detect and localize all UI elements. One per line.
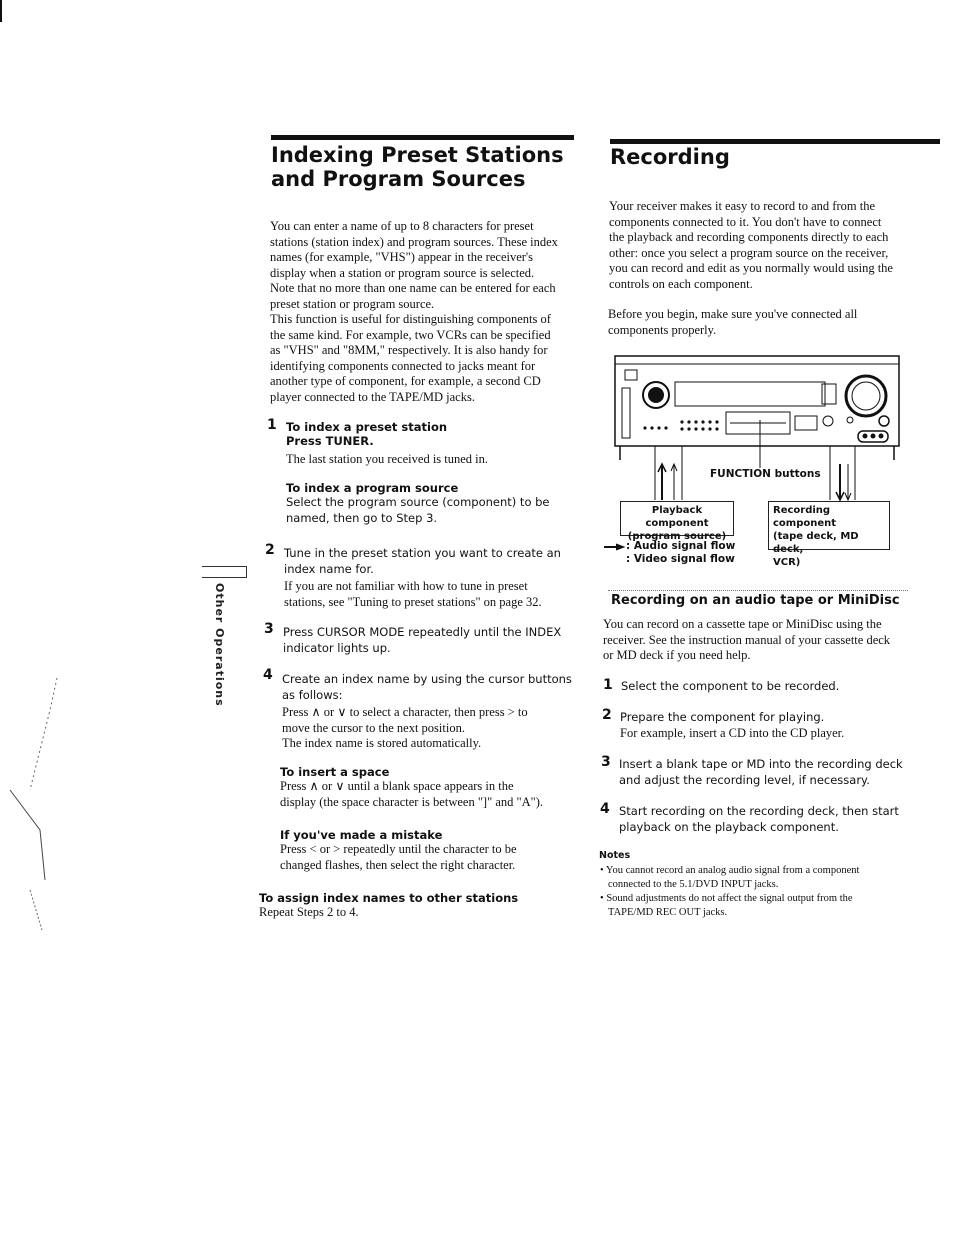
step-1-line2: Press TUNER.	[286, 434, 374, 448]
legend-arrows	[604, 544, 624, 555]
intro-line: components connected to it. You don't have to connect	[609, 214, 882, 229]
right-intro	[609, 199, 919, 292]
mistake-line2: changed flashes, then select the right character.	[280, 857, 516, 872]
intro-line: identifying components connected to jacks meant for	[270, 358, 536, 373]
note-2-line2: TAPE/MD REC OUT jacks.	[608, 907, 728, 918]
intro-line: controls on each component.	[609, 276, 753, 291]
intro-line: stations (station index) and program sources. These index	[270, 234, 558, 249]
intro-line: You can enter a name of up to 8 characters for preset	[270, 219, 534, 233]
rec-step-4-text1: Start recording on the recording deck, then start	[619, 804, 899, 818]
intro-line: another type of component, for example, a second CD	[270, 374, 541, 388]
assign-line1: Repeat Steps 2 to 4.	[259, 905, 359, 919]
section-intro-line: You can record on a cassette tape or MiniDisc using the	[603, 617, 882, 631]
intro-line: you can record and edit as you normally would using the	[609, 261, 893, 275]
left-heading-line2: and Program Sources	[271, 167, 526, 191]
rec-step-1-number: 1	[603, 677, 613, 693]
step-2	[284, 546, 584, 610]
insert-space-line1: Press ∧ or ∨ until a blank space appears in the	[280, 779, 514, 793]
intro-line: Note that no more than one name can be entered for each	[270, 281, 556, 295]
intro-line: the playback and recording components directly to each	[609, 230, 889, 244]
playback-line2: (program source)	[627, 531, 727, 542]
section-intro-line: or MD deck if you need help.	[603, 648, 751, 662]
step-4-line1: Press ∧ or ∨ to select a character, then press > to	[282, 705, 528, 719]
step-3-title1: Press CURSOR MODE repeatedly until the INDEX	[283, 625, 562, 639]
recording-component-box	[768, 501, 890, 568]
step-4-number: 4	[263, 667, 273, 683]
note-item	[600, 864, 900, 892]
step-3-number: 3	[264, 621, 274, 637]
note-2-line1: • Sound adjustments do not affect the signal output from the	[600, 893, 853, 904]
intro-line: the same kind. For example, two VCRs can be specified	[270, 327, 551, 342]
rec-step-4-text2: playback on the playback component.	[619, 819, 839, 834]
notes-list	[600, 864, 900, 920]
intro-line: preset station or program source.	[270, 296, 435, 311]
receiver-front-panel	[615, 356, 899, 460]
intro-line: This function is useful for distinguishing components of	[270, 312, 551, 326]
step-1-sub-line2: named, then go to Step 3.	[286, 510, 438, 525]
step-1-title: To index a preset station	[286, 420, 448, 434]
mistake-title: If you've made a mistake	[280, 828, 443, 842]
step-4	[282, 672, 582, 752]
intro-line: other: once you select a program source on the receiver,	[609, 245, 889, 260]
step-2-title2: index name for.	[284, 561, 374, 576]
mistake-section	[280, 828, 580, 873]
step-4-line2: move the cursor to the next position.	[282, 720, 465, 735]
recording-line2: (tape deck, MD deck,	[773, 531, 859, 555]
mistake-line1: Press < or > repeatedly until the character to be	[280, 842, 517, 856]
step-2-note2: stations, see "Tuning to preset stations" on page 32.	[284, 594, 542, 609]
insert-space-title: To insert a space	[280, 765, 390, 779]
rec-step-4-number: 4	[600, 801, 610, 817]
step-1-sub-line1: Select the program source (component) to be	[286, 495, 550, 509]
left-heading	[271, 143, 581, 191]
step-1-number: 1	[267, 417, 277, 433]
step-4-title2: as follows:	[282, 687, 343, 702]
side-tab-label: Other Operations	[213, 583, 226, 707]
assign-section	[259, 891, 579, 921]
side-tab-marker	[202, 566, 247, 578]
left-intro	[270, 219, 580, 405]
section-intro	[603, 617, 923, 664]
rec-step-2-text1: Prepare the component for playing.	[620, 710, 825, 724]
scan-artifact-marks	[0, 90, 80, 930]
intro-line: player connected to the TAPE/MD jacks.	[270, 389, 475, 404]
page-edge-mark	[0, 0, 2, 22]
right-heading-rule	[610, 139, 940, 144]
rec-step-3-number: 3	[601, 754, 611, 770]
section-dotted-rule	[608, 590, 908, 591]
step-2-number: 2	[265, 542, 275, 558]
step-4-title1: Create an index name by using the cursor buttons	[282, 672, 572, 686]
intro-line: display when a station or program source is selected.	[270, 265, 535, 280]
step-1-line3: The last station you received is tuned in.	[286, 451, 489, 466]
rec-step-2-number: 2	[602, 707, 612, 723]
rec-step-2-text2: For example, insert a CD into the CD player.	[620, 725, 845, 740]
rec-step-4	[619, 804, 919, 835]
rec-step-3	[619, 757, 919, 788]
rec-step-3-text1: Insert a blank tape or MD into the recording deck	[619, 757, 903, 771]
before-line: components properly.	[608, 322, 717, 337]
assign-title: To assign index names to other stations	[259, 891, 519, 905]
before-line: Before you begin, make sure you've connected all	[608, 307, 858, 321]
step-2-title1: Tune in the preset station you want to create an	[284, 546, 561, 560]
step-3-title2: indicator lights up.	[283, 640, 391, 655]
note-item	[600, 892, 900, 920]
step-1	[286, 420, 586, 526]
note-1-line1: • You cannot record an analog audio signal from a component	[600, 865, 860, 876]
step-1-sub-title: To index a program source	[286, 481, 459, 495]
rec-step-2	[620, 710, 920, 741]
step-2-note1: If you are not familiar with how to tune in preset	[284, 579, 528, 593]
intro-line: as "VHS" and "8MM," respectively. It is also handy for	[270, 343, 548, 357]
intro-line: names (for example, "VHS") appear in the receiver's	[270, 250, 534, 264]
intro-line: Your receiver makes it easy to record to and from the	[609, 199, 876, 213]
recording-line3: VCR)	[773, 557, 801, 568]
notes-title: Notes	[599, 850, 631, 861]
right-before	[608, 307, 918, 338]
step-3	[283, 625, 583, 656]
audio-signal-legend: : Audio signal flow	[626, 540, 736, 552]
section-title: Recording on an audio tape or MiniDisc	[611, 593, 900, 608]
function-buttons-label: FUNCTION buttons	[710, 468, 821, 480]
note-1-line2: connected to the 5.1/DVD INPUT jacks.	[608, 879, 779, 890]
step-4-line3: The index name is stored automatically.	[282, 736, 482, 750]
playback-component-box	[620, 501, 734, 542]
recording-line1: Recording component	[773, 505, 837, 529]
section-intro-line: receiver. See the instruction manual of your cassette deck	[603, 632, 891, 647]
left-heading-line1: Indexing Preset Stations	[271, 143, 564, 167]
left-heading-rule	[271, 135, 574, 140]
insert-space-line2: display (the space character is between "]" and "A").	[280, 794, 544, 809]
insert-space-section	[280, 765, 580, 810]
video-signal-legend: : Video signal flow	[626, 553, 735, 565]
right-heading: Recording	[610, 145, 730, 169]
rec-step-3-text2: and adjust the recording level, if necessary.	[619, 772, 870, 787]
playback-line1: Playback component	[645, 505, 709, 529]
rec-step-1-text: Select the component to be recorded.	[621, 679, 840, 693]
